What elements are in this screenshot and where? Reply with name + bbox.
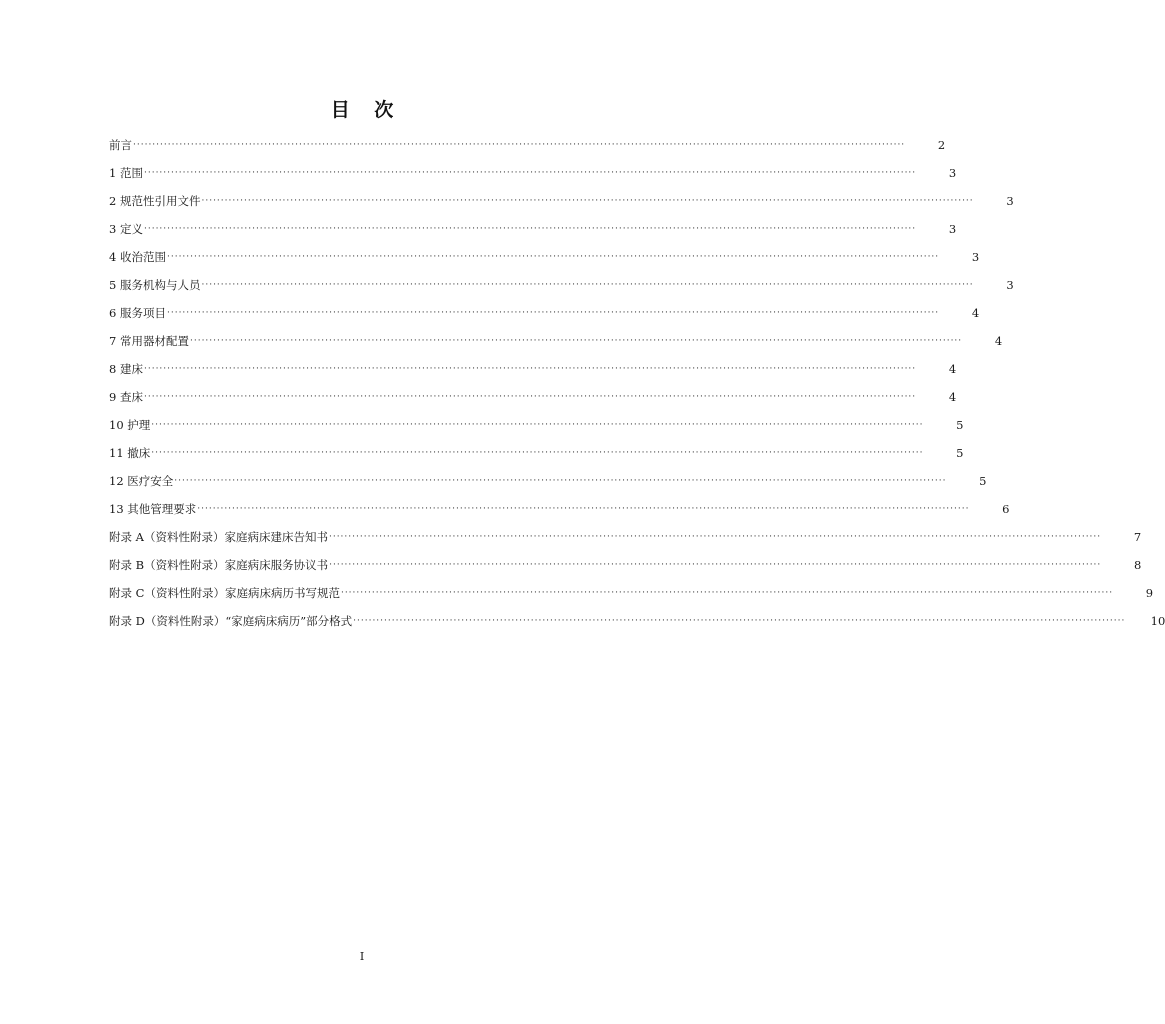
toc-entry-label: 11 撤床: [109, 446, 151, 460]
toc-entry-page: 4: [948, 390, 957, 404]
toc-entry-label: 3 定义: [109, 222, 143, 236]
toc-dot-leader: ········································································································································································································: [143, 364, 917, 374]
toc-entry-label: 附录 C（资料性附录）家庭病床病历书写规范: [109, 586, 340, 600]
toc-entry-page: 4: [948, 362, 957, 376]
toc-entry[interactable]: [109, 467, 987, 495]
toc-dot-leader: ········································································································································································································: [201, 196, 974, 206]
toc-entry[interactable]: [109, 271, 1014, 299]
toc-dot-leader: ········································································································································································································: [189, 336, 963, 346]
toc-entry-page: 3: [1006, 194, 1014, 208]
toc-entry[interactable]: [109, 579, 1154, 607]
toc-entry[interactable]: [109, 411, 964, 439]
toc-entry[interactable]: [109, 159, 957, 187]
toc-dot-leader: ········································································································································································································: [328, 532, 1102, 542]
toc-dot-leader: ········································································································································································································: [201, 280, 974, 290]
toc-entry-page: 8: [1133, 558, 1142, 572]
toc-entry[interactable]: [109, 327, 1003, 355]
toc-dot-leader: ········································································································································································································: [166, 308, 940, 318]
toc-entry[interactable]: [109, 355, 957, 383]
toc-dot-leader: ········································································································································································································: [151, 448, 924, 458]
toc-entry-page: 9: [1145, 586, 1154, 600]
toc-dot-leader: ········································································································································································································: [197, 504, 970, 514]
toc-entry[interactable]: [109, 523, 1142, 551]
toc-entry-page: 3: [948, 222, 957, 236]
toc-entry-label: 附录 B（资料性附录）家庭病床服务协议书: [109, 558, 329, 572]
toc-entry[interactable]: [109, 383, 957, 411]
toc-entry-label: 2 规范性引用文件: [109, 194, 201, 208]
toc-dot-leader: ········································································································································································································: [143, 224, 917, 234]
toc-entry[interactable]: [109, 551, 1142, 579]
toc-entry[interactable]: [109, 607, 1165, 635]
toc-entry[interactable]: [109, 495, 1010, 523]
toc-entry-page: 3: [971, 250, 980, 264]
toc-entry-label: 4 收治范围: [109, 250, 166, 264]
toc-entry-label: 1 范围: [109, 166, 143, 180]
toc-entry-label: 附录 D（资料性附录）“家庭病床病历”部分格式: [109, 614, 353, 628]
page-number: I: [359, 950, 365, 963]
toc-entry-page: 3: [1006, 278, 1014, 292]
toc-dot-leader: ········································································································································································································: [166, 252, 940, 262]
toc-entry-label: 6 服务项目: [109, 306, 166, 320]
toc-entry-label: 8 建床: [109, 362, 143, 376]
toc-entry-page: 3: [948, 166, 957, 180]
toc-entry-page: 4: [994, 334, 1003, 348]
page-title: 目 次: [330, 99, 403, 121]
toc-entry[interactable]: [109, 243, 980, 271]
toc-entry-label: 附录 A（资料性附录）家庭病床建床告知书: [109, 530, 328, 544]
toc-entry-label: 7 常用器材配置: [109, 334, 189, 348]
toc-entry[interactable]: [109, 299, 980, 327]
toc-dot-leader: ········································································································································································································: [340, 588, 1114, 598]
toc-entry-page: 5: [956, 418, 964, 432]
toc-dot-leader: ········································································································································································································: [151, 420, 924, 430]
toc-entry[interactable]: [109, 215, 957, 243]
toc-entry-label: 前言: [109, 138, 132, 152]
toc-entry-label: 13 其他管理要求: [109, 502, 197, 516]
toc-entry[interactable]: [109, 131, 946, 159]
toc-dot-leader: ········································································································································································································: [133, 140, 906, 150]
table-of-contents: [109, 131, 1165, 635]
toc-dot-leader: ········································································································································································································: [174, 476, 947, 486]
toc-entry-page: 10: [1150, 614, 1165, 628]
toc-dot-leader: ········································································································································································································: [353, 616, 1126, 626]
toc-entry-label: 9 查床: [109, 390, 143, 404]
toc-entry-label: 10 护理: [109, 418, 151, 432]
toc-dot-leader: ········································································································································································································: [329, 560, 1102, 570]
toc-dot-leader: ········································································································································································································: [143, 392, 917, 402]
toc-entry-label: 12 医疗安全: [109, 474, 174, 488]
toc-entry-label: 5 服务机构与人员: [109, 278, 201, 292]
toc-entry-page: 5: [956, 446, 964, 460]
toc-entry[interactable]: [109, 187, 1014, 215]
toc-entry-page: 5: [979, 474, 987, 488]
toc-entry-page: 7: [1133, 530, 1142, 544]
toc-entry[interactable]: [109, 439, 964, 467]
toc-entry-page: 6: [1002, 502, 1010, 516]
toc-dot-leader: ········································································································································································································: [143, 168, 917, 178]
toc-entry-page: 2: [937, 138, 946, 152]
toc-entry-page: 4: [971, 306, 980, 320]
